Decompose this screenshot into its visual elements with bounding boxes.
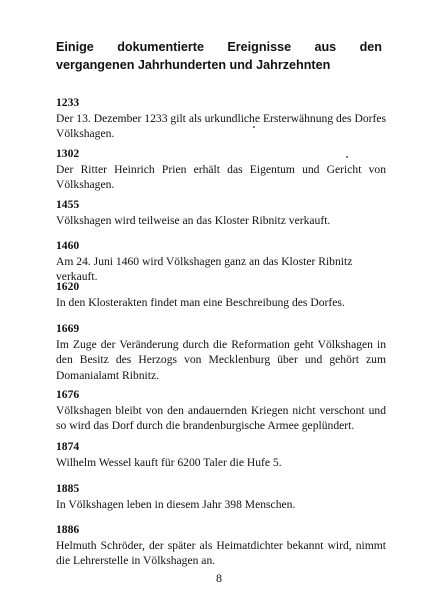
- timeline-entry-1455: [56, 197, 386, 228]
- timeline-entry-1460: [56, 238, 386, 285]
- entry-year: 1669: [56, 322, 80, 335]
- heading-line-2: vergangenen Jahrhunderten und Jahrzehnten: [56, 58, 331, 72]
- entry-text: Wilhelm Wessel kauft für 6200 Taler die Hufe 5.: [56, 455, 282, 469]
- entry-text: Völkshagen bleibt von den andauernden Kriegen nicht verschont und so wird das Dorf durch die brandenburgische Armee geplündert.: [56, 403, 386, 432]
- entry-text: Am 24. Juni 1460 wird Völkshagen ganz an das Kloster Ribnitz verkauft.: [56, 254, 353, 283]
- timeline-entry-1302: [56, 146, 386, 193]
- timeline-entry-1233: [56, 95, 386, 142]
- entry-text: Der 13. Dezember 1233 gilt als urkundliche Ersterwähnung des Dorfes Völkshagen.: [56, 111, 386, 140]
- entry-text: In den Klosterakten findet man eine Beschreibung des Dorfes.: [56, 295, 345, 309]
- scan-speck: [346, 156, 348, 158]
- timeline-entry-1874: [56, 439, 386, 470]
- entry-year: 1886: [56, 523, 80, 536]
- entry-year: 1233: [56, 96, 80, 109]
- heading-line-1: Einige dokumentierte Ereignisse aus den: [56, 40, 382, 54]
- timeline-entry-1669: [56, 321, 386, 383]
- entry-year: 1455: [56, 198, 80, 211]
- timeline-entry-1620: [56, 279, 386, 310]
- entry-text: Der Ritter Heinrich Prien erhält das Eigentum und Gericht von Völkshagen.: [56, 162, 386, 191]
- entry-text: Helmuth Schröder, der später als Heimatdichter bekannt wird, nimmt die Lehrerstelle in Völkshagen an.: [56, 538, 386, 567]
- entry-year: 1460: [56, 239, 80, 252]
- entry-text: In Völkshagen leben in diesem Jahr 398 Menschen.: [56, 497, 296, 511]
- entry-text: Völkshagen wird teilweise an das Kloster Ribnitz verkauft.: [56, 213, 331, 227]
- entry-year: 1676: [56, 388, 80, 401]
- timeline-entry-1885: [56, 481, 386, 512]
- entry-year: 1885: [56, 482, 80, 495]
- entry-year: 1620: [56, 280, 80, 293]
- scan-speck: [253, 126, 255, 128]
- page-heading: [56, 38, 382, 74]
- timeline-entry-1676: [56, 387, 386, 434]
- entry-year: 1874: [56, 440, 80, 453]
- timeline-entry-1886: [56, 522, 386, 569]
- page-number: 8: [216, 571, 222, 585]
- entry-text: Im Zuge der Veränderung durch die Reformation geht Völkshagen in den Besitz des Herzogs von Mecklenburg über und gehört zum Domanialamt Ribnitz.: [56, 337, 386, 382]
- entry-year: 1302: [56, 147, 80, 160]
